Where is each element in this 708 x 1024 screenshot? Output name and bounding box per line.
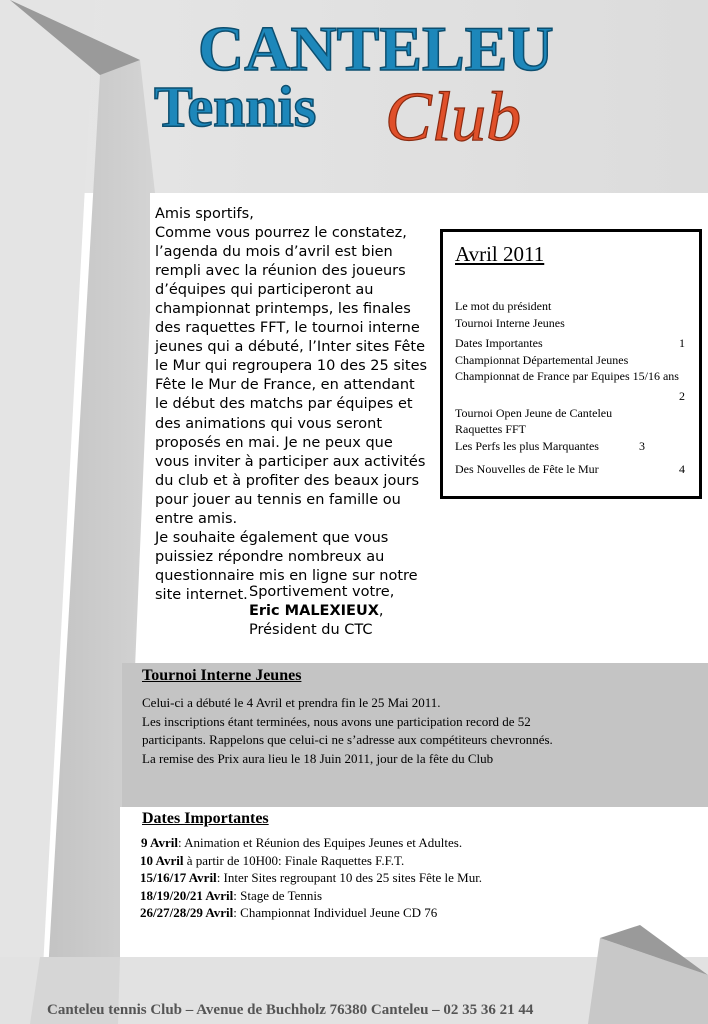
date-entry [140,852,482,870]
signoff: Sportivement votre, [249,584,395,600]
dates-list [140,834,482,922]
date-entry [140,834,482,852]
date-label: 18/19/20/21 Avril [140,887,234,903]
toc-page-number: 4 [679,462,685,476]
tournoi-line: La remise des Prix aura lieu le 18 Juin 2011, jour de la fête du Club [142,750,494,766]
tournoi-line: Celui-ci a débuté le 4 Avril et prendra fin le 25 Mai 2011. [142,695,441,710]
table-of-contents [440,229,702,499]
toc-page-number: 2 [679,389,685,403]
toc-title: Avril 2011 [455,242,545,266]
tournoi-line: participants. Rappelons que celui-ci ne s’adresse aux compétiteurs chevronnés. [142,732,553,747]
toc-item: Raquettes FFT [455,422,526,436]
toc-item: Dates Importantes [455,336,543,350]
tournoi-section-body [142,694,592,768]
letter-greeting: Amis sportifs, [155,206,254,222]
dates-section-title: Dates Importantes [142,810,269,827]
signer-name: Eric MALEXIEUX [249,603,379,619]
date-label: 15/16/17 Avril [140,870,217,886]
president-letter [155,205,430,605]
date-label: 26/27/28/29 Avril [140,905,234,921]
toc-page-number: 1 [679,336,685,350]
date-text: : Inter Sites regroupant 10 des 25 sites Fête le Mur. [216,870,483,886]
footer-address: Canteleu tennis Club – Avenue de Buchholz 76380 Canteleu – 02 35 36 21 44 [47,1002,534,1018]
letter-paragraph: Comme vous pourrez le constatez, l’agenda du mois d’avril est bien rempli avec la réunion des joueurs d’équipes qui participeront au championnat printemps, les finales des raquettes FFT, le tournoi interne jeunes qui a débuté, l’Inter sites Fête le Mur qui regroupera 10 des 25 sites Fête le Mur de France, en attendant le début des matchs par équipes et des animations qui vous seront proposés en mai. Je ne peux que vous inviter à participer aux activités du club et à profiter des beaux jours pour jouer au tennis en famille ou entre amis. [155,225,428,527]
logo-tennis: Tennis [154,74,317,139]
toc-item: Championnat de France par Equipes 15/16 ans [455,369,679,383]
date-label: 10 Avril [140,852,184,868]
logo-canteleu: CANTELEU [198,13,554,84]
letter-signature [249,583,394,640]
signer-title: Président du CTC [249,622,373,638]
tournoi-line: Les inscriptions étant terminées, nous avons une participation record de 52 [142,713,531,729]
date-text: : Championnat Individuel Jeune CD 76 [233,905,438,921]
date-entry [140,887,482,905]
date-text: à partir de 10H00: Finale Raquettes F.F.T. [183,852,405,868]
toc-item: Tournoi Interne Jeunes [455,316,565,330]
date-text: : Stage de Tennis [233,887,323,903]
date-text: : Animation et Réunion des Equipes Jeunes et Adultes. [177,835,463,850]
canteleu-tennis-club-logo [150,8,600,158]
date-entry [140,869,482,887]
toc-item: Des Nouvelles de Fête le Mur [455,462,599,476]
toc-item: Les Perfs les plus Marquantes [455,439,599,453]
signer [249,602,394,621]
letter-paragraph: Je souhaite également que vous puissiez répondre nombreux au questionnaire mis en ligne sur notre site internet. [155,529,418,603]
toc-item: Le mot du président [455,299,552,313]
toc-item: Championnat Départemental Jeunes [455,353,629,367]
toc-item: Tournoi Open Jeune de Canteleu [455,406,613,420]
date-entry [140,904,482,922]
tournoi-section-title: Tournoi Interne Jeunes [142,667,302,684]
signer-comma: , [378,603,384,619]
date-label: 9 Avril [141,835,178,850]
toc-page-number: 3 [639,439,645,453]
logo-club: Club [385,79,522,156]
